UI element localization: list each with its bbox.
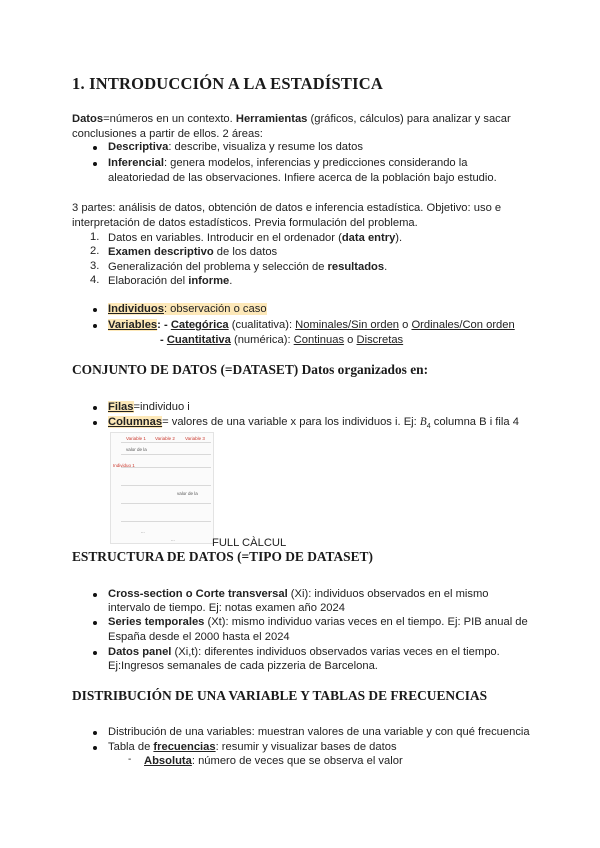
ordinales-term: Ordinales/Con orden [411, 319, 515, 331]
herramientas-term: Herramientas [235, 113, 308, 125]
spreadsheet-thumbnail-image [110, 432, 214, 544]
inferencial-text: : genera modelos, inferencias y predicciones considerando la [163, 157, 468, 169]
herramientas-definition: (gráficos, cálculos) para analizar y sacar [307, 113, 511, 125]
list-item-text: Elaboración del [108, 275, 189, 287]
example-variable: B [419, 416, 427, 428]
list-item [108, 245, 277, 260]
cuantitativa-text: (numérica): [230, 334, 294, 346]
intro-line-1 [72, 112, 511, 127]
inferencial-line-2: aleatoriedad de las observaciones. Infiere acerca de la población bajo estudio. [108, 172, 497, 184]
list-item-text: . [384, 261, 388, 273]
partes-line-1: 3 partes: análisis de datos, obtención de datos e inferencia estadística. Objetivo: uso e [72, 202, 502, 214]
individuos-text: observación o caso [170, 303, 267, 315]
example-subscript: 4 [426, 423, 431, 431]
datos-definition: =números en un contexto. [103, 113, 236, 125]
descriptiva-text: : describe, visualiza y resume los datos [168, 141, 363, 153]
categorica-text: (cualitativa): [228, 319, 296, 331]
thumb-cell-text: valor de la [126, 447, 147, 452]
variables-item [108, 318, 515, 333]
cuantitativa-dash: - [160, 334, 167, 346]
filas-item [108, 400, 190, 415]
discretas-term: Discretas [356, 334, 404, 346]
frecuencias-text: : resumir y visualizar bases de datos [215, 741, 397, 753]
list-item-text: Generalización del problema y selección de [108, 261, 328, 273]
partes-line-2: interpretación de datos estadísticos. Previa formulación del problema. [72, 217, 418, 229]
bullet-icon [93, 308, 97, 312]
cross-section-item [108, 587, 489, 602]
filas-text: =individuo i [133, 401, 190, 413]
list-number: 4. [90, 274, 100, 286]
bullet-icon [93, 746, 97, 750]
bullet-icon [93, 324, 97, 328]
datos-panel-text: (Xi,t): diferentes individuos observados varias veces en el tiempo. [171, 646, 500, 658]
individuos-item: Individuos: observación o caso [108, 303, 267, 315]
frecuencias-pre: Tabla de [108, 741, 154, 753]
individuos-term: Individuos [108, 303, 164, 315]
bullet-icon [93, 146, 97, 150]
thumb-header-text: Variable 2 [155, 436, 175, 441]
dataset-heading: CONJUNTO DE DATOS (=DATASET) Datos organizados en: [72, 362, 429, 377]
categorica-term: Categórica [170, 319, 229, 331]
list-item-bold: resultados [327, 261, 385, 273]
list-item-text: ). [395, 232, 403, 244]
thumb-header-text: Variable 1 [126, 436, 146, 441]
list-number: 1. [90, 231, 100, 243]
grid-line [121, 454, 211, 455]
list-item [108, 274, 232, 289]
distribucion-heading: DISTRIBUCIÓN DE UNA VARIABLE Y TABLAS DE FRECUENCIAS [72, 688, 488, 703]
grid-line [121, 521, 211, 522]
list-item-bold: data entry [341, 232, 396, 244]
thumb-cell-text: valor de la [177, 491, 198, 496]
cross-section-term: Cross-section o Corte transversal [108, 588, 288, 600]
series-temporales-item [108, 615, 528, 630]
thumb-header-text: Variable 3 [185, 436, 205, 441]
bullet-icon [93, 621, 97, 625]
absoluta-item [144, 754, 403, 769]
datos-panel-line-2: Ej:Ingresos semanales de cada pizzeria de Barcelona. [108, 660, 378, 672]
list-item-text: Datos en variables. Introducir en el ordenador ( [108, 232, 342, 244]
series-temporales-line-2: España desde el 2000 hasta el 2024 [108, 631, 290, 643]
list-item [108, 260, 387, 275]
columnas-example-text: columna B i fila 4 [430, 416, 519, 428]
nominales-term: Nominales/Sin orden [295, 319, 400, 331]
cross-section-text: (Xi): individuos observados en el mismo [287, 588, 489, 600]
columnas-term: Columnas [108, 416, 163, 428]
datos-panel-term: Datos panel [108, 646, 172, 658]
grid-line [121, 485, 211, 486]
bullet-icon [93, 406, 97, 410]
list-number: 2. [90, 245, 100, 257]
filas-term: Filas [108, 401, 134, 413]
cross-section-line-2: intervalo de tiempo. Ej: notas examen año 2024 [108, 602, 345, 614]
intro-line-2: conclusiones a partir de ellos. 2 áreas: [72, 128, 263, 140]
estructura-heading: ESTRUCTURA DE DATOS (=TIPO DE DATASET) [72, 549, 373, 564]
sub-bullet-dash: - [128, 754, 132, 765]
descriptiva-term: Descriptiva [108, 141, 169, 153]
datos-term: Datos [72, 113, 104, 125]
thumb-row-text: Individuo 1 [113, 463, 135, 468]
thumb-cell-text: ... [141, 529, 145, 534]
series-temporales-term: Series temporales [108, 616, 205, 628]
grid-line [121, 503, 211, 504]
bullet-icon [93, 421, 97, 425]
descriptiva-item [108, 140, 363, 155]
distribucion-item: Distribución de una variables: muestran valores de una variable y con qué frecuencia [108, 726, 530, 738]
thumb-cell-text: ... [171, 537, 175, 542]
cuantitativa-term: Cuantitativa [166, 334, 231, 346]
frecuencias-item [108, 740, 397, 755]
bullet-icon [93, 593, 97, 597]
inferencial-term: Inferencial [108, 157, 164, 169]
cuantitativa-line [160, 333, 403, 348]
list-item-text: . [229, 275, 233, 287]
bullet-icon [93, 162, 97, 166]
bullet-icon [93, 651, 97, 655]
series-temporales-text: (Xt): mismo individuo varias veces en el tiempo. Ej: PIB anual de [204, 616, 528, 628]
bullet-icon [93, 731, 97, 735]
full-calcul-caption: FULL CÀLCUL [212, 537, 287, 549]
connector-text: o [344, 334, 357, 346]
frecuencias-term: frecuencias [153, 741, 216, 753]
columnas-text: = valores de una variable x para los individuos i. Ej: [162, 416, 420, 428]
connector-text: o [399, 319, 412, 331]
inferencial-item [108, 156, 467, 171]
list-item [108, 231, 402, 246]
absoluta-text: : número de veces que se observa el valor [191, 755, 403, 767]
variables-dash: : - [157, 319, 171, 331]
continuas-term: Continuas [293, 334, 345, 346]
grid-line [121, 442, 211, 443]
list-item-text: de los datos [213, 246, 278, 258]
list-item-bold: Examen descriptivo [108, 246, 214, 258]
list-number: 3. [90, 260, 100, 272]
list-item-bold: informe [188, 275, 230, 287]
page-title: 1. INTRODUCCIÓN A LA ESTADÍSTICA [72, 74, 383, 93]
absoluta-term: Absoluta [144, 755, 192, 767]
variables-term: Variables [108, 319, 158, 331]
datos-panel-item [108, 645, 500, 660]
